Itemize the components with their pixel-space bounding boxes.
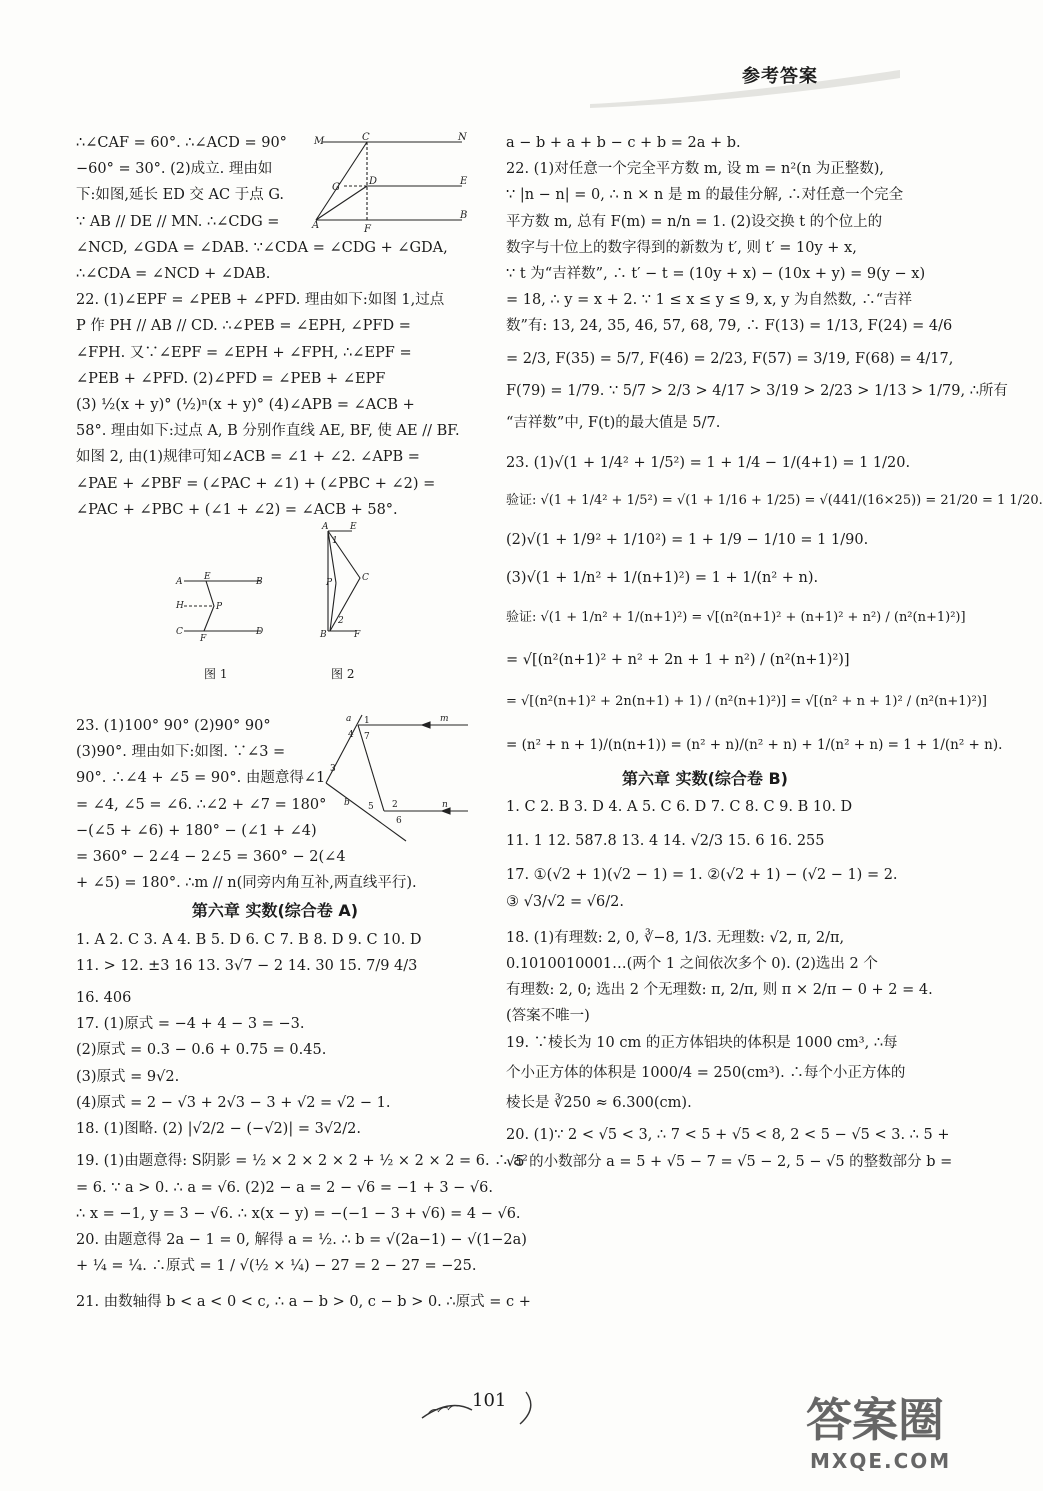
text-line: P 作 PH // AB // CD. ∴∠PEB = ∠EPH, ∠PFD = — [76, 318, 411, 335]
text-line: = 18, ∴ y = x + 2. ∵ 1 ≤ x ≤ y ≤ 9, x, y 为自然数, ∴“吉祥 — [506, 292, 913, 309]
text-line: + ∠5) = 180°. ∴m // n(同旁内角互补,两直线平行). — [76, 875, 417, 892]
svg-text:A: A — [322, 522, 329, 533]
figures-row — [76, 523, 474, 713]
text-line: (3)√(1 + 1/n² + 1/(n+1)²) = 1 + 1/(n² + n). — [506, 569, 819, 586]
text-line: 验证: √(1 + 1/n² + 1/(n+1)²) = √[(n²(n+1)² + (n+1)² + n²) / (n²(n+1)²)] — [506, 610, 966, 626]
text-line: 17. ①(√2 + 1)(√2 − 1) = 1. ②(√2 + 1) − (√2 − 1) = 2. — [506, 867, 898, 884]
text-line: 如图 2, 由(1)规律可知∠ACB = ∠1 + ∠2. ∠APB = — [76, 449, 420, 466]
figure-1-caption: 图 1 — [204, 667, 228, 682]
text-line: ③ √3/√2 = √6/2. — [506, 893, 624, 910]
text-line: 数”有: 13, 24, 35, 46, 57, 68, 79, ∴ F(13) = 1/13, F(24) = 4/6 — [506, 318, 953, 335]
text-line: √5 的小数部分 a = 5 + √5 − 7 = √5 − 2, 5 − √5 的整数部分 b = — [506, 1153, 953, 1170]
watermark-logo — [800, 1378, 990, 1478]
header-title: 参考答案 — [742, 66, 818, 87]
text-line: (2)原式 = 0.3 − 0.6 + 0.75 = 0.45. — [76, 1042, 327, 1059]
page-number: 101 — [472, 1390, 507, 1411]
text-line: ∠NCD, ∠GDA = ∠DAB. ∵∠CDA = ∠CDG + ∠GDA, — [76, 239, 448, 256]
svg-text:N: N — [458, 132, 467, 143]
text-line: 16. 406 — [76, 990, 132, 1007]
right-q22-block — [506, 130, 1008, 436]
svg-text:A: A — [312, 220, 320, 231]
text-line: 1. C 2. B 3. D 4. A 5. C 6. D 7. C 8. C 9. B 10. D — [506, 799, 853, 816]
text-line: = ∠4, ∠5 = ∠6. ∴∠2 + ∠7 = 180° — [76, 796, 327, 813]
left-q22-block — [76, 287, 474, 523]
text-line: ∠PAE + ∠PBF = (∠PAC + ∠1) + (∠PBC + ∠2) = — [76, 475, 436, 492]
svg-text:C: C — [176, 627, 183, 638]
text-line: ∴ x = −1, y = 3 − √6. ∴ x(x − y) = −(−1 − 3 + √6) = 4 − √6. — [76, 1205, 521, 1222]
text-line: ∴∠CDA = ∠NCD + ∠DAB. — [76, 266, 271, 283]
text-line: + ¼ = ¼. ∴原式 = 1 / √(½ × ¼) − 27 = 2 − 27 = −25. — [76, 1258, 477, 1275]
text-line: 22. (1)对任意一个完全平方数 m, 设 m = n²(n 为正整数), — [506, 161, 885, 178]
text-line: 18. (1)有理数: 2, 0, ∛−8, 1/3. 无理数: √2, π, 2/π, — [506, 929, 845, 946]
text-line: 18. (1)图略. (2) |√2/2 − (−√2)| = 3√2/2. — [76, 1121, 361, 1138]
text-line: 21. 由数轴得 b < a < 0 < c, ∴ a − b > 0, c − b > 0. ∴原式 = c + — [76, 1294, 531, 1311]
text-line: 验证: √(1 + 1/4² + 1/5²) = √(1 + 1/16 + 1/25) = √(441/(16×25)) = 21/20 = 1 1/20. — [506, 493, 1043, 509]
svg-text:E: E — [460, 176, 468, 187]
text-line: ∵ |n − n| = 0, ∴ n × n 是 m 的最佳分解, ∴对任意一个完全 — [506, 187, 904, 204]
svg-text:P: P — [326, 578, 333, 589]
figure-2-caption: 图 2 — [331, 667, 355, 682]
text-line: ∴∠CAF = 60°. ∴∠ACD = 90° — [76, 135, 287, 151]
text-line: 19. (1)由题意得: S阴影 = ½ × 2 × 2 × 2 + ½ × 2 × 2 = 6. ∴ a² — [76, 1153, 528, 1170]
svg-text:B: B — [460, 210, 468, 221]
left-chapter-a-answers — [76, 927, 531, 1316]
text-line: ∠PAC + ∠PBC + (∠1 + ∠2) = ∠ACB + 58°. — [76, 501, 398, 518]
text-line: (答案不唯一) — [506, 1008, 590, 1025]
svg-text:E: E — [350, 522, 357, 533]
svg-text:n: n — [442, 800, 448, 811]
text-line: 20. 由题意得 2a − 1 = 0, 解得 a = ½. ∴ b = √(2a−1) − √(1−2a) — [76, 1231, 527, 1248]
text-line: (3) ½(x + y)° (½)ⁿ(x + y)° (4)∠APB = ∠ACB + — [76, 397, 415, 414]
svg-text:2: 2 — [392, 800, 398, 811]
text-line: (3)90°. 理由如下:如图. ∵∠3 = — [76, 744, 286, 761]
svg-text:A: A — [176, 577, 183, 588]
left-q23-block — [76, 713, 474, 896]
text-line: 1. A 2. C 3. A 4. B 5. D 6. C 7. B 8. D 9. C 10. D — [76, 931, 422, 948]
text-line: ∵ AB // DE // MN. ∴∠CDG = — [76, 213, 280, 230]
chapter-heading-b: 第六章 实数(综合卷 B) — [622, 768, 788, 788]
svg-text:4: 4 — [348, 730, 354, 741]
text-line: (4)原式 = 2 − √3 + 2√3 − 3 + √2 = √2 − 1. — [76, 1094, 391, 1111]
text-line: 22. (1)∠EPF = ∠PEB + ∠PFD. 理由如下:如图 1,过点 — [76, 292, 445, 309]
svg-text:P: P — [216, 602, 223, 613]
text-line: 17. (1)原式 = −4 + 4 − 3 = −3. — [76, 1016, 305, 1033]
text-line: = √[(n²(n+1)² + 2n(n+1) + 1) / (n²(n+1)²)] = √[(n² + n + 1)² / (n²(n+1)²)] — [506, 694, 987, 710]
text-line: −60° = 30°. (2)成立. 理由如 — [76, 161, 273, 178]
chapter-heading-a: 第六章 实数(综合卷 A) — [191, 901, 359, 921]
svg-text:B: B — [320, 630, 327, 641]
right-column — [506, 130, 1043, 1175]
text-line: ∠PEB + ∠PFD. (2)∠PFD = ∠PEB + ∠EPF — [76, 370, 386, 387]
text-line: 58°. 理由如下:过点 A, B 分别作直线 AE, BF, 使 AE // BF. — [76, 423, 460, 440]
text-line: = 6. ∵ a > 0. ∴ a = √6. (2)2 − a = 2 − √6 = −1 + 3 − √6. — [76, 1179, 494, 1196]
text-line: 棱长是 ∛250 ≈ 6.300(cm). — [506, 1095, 692, 1112]
svg-text:C: C — [362, 132, 370, 143]
svg-text:E: E — [204, 572, 211, 583]
svg-text:G: G — [332, 182, 340, 193]
watermark-big-text: 答案圈 — [806, 1393, 944, 1447]
text-line: 个小正方体的体积是 1000/4 = 250(cm³). ∴每个小正方体的 — [506, 1064, 906, 1081]
svg-text:C: C — [362, 573, 369, 584]
text-line: ∠FPH. 又∵∠EPF = ∠EPH + ∠FPH, ∴∠EPF = — [76, 344, 412, 361]
svg-text:D: D — [256, 627, 264, 638]
right-q23-block — [506, 450, 1043, 758]
parallel-lines-figure — [312, 132, 472, 235]
text-line: = 2/3, F(35) = 5/7, F(46) = 2/23, F(57) = 3/19, F(68) = 4/17, — [506, 350, 954, 367]
text-line: “吉祥数”中, F(t)的最大值是 5/7. — [506, 415, 721, 432]
text-line: 20. (1)∵ 2 < √5 < 3, ∴ 7 < 5 + √5 < 8, 2 < 5 − √5 < 3. ∴ 5 + — [506, 1127, 950, 1144]
text-line: 23. (1)√(1 + 1/4² + 1/5²) = 1 + 1/4 − 1/(4+1) = 1 1/20. — [506, 455, 911, 472]
text-line: 11. > 12. ±3 16 13. 3√7 − 2 14. 30 15. 7/9 4/3 — [76, 957, 418, 974]
text-line: 数字与十位上的数字得到的新数为 t′, 则 t′ = 10y + x, — [506, 239, 857, 256]
left-top-block — [76, 130, 474, 287]
text-line: (2)√(1 + 1/9² + 1/10²) = 1 + 1/9 − 1/10 = 1 1/90. — [506, 531, 869, 548]
figure-1 — [176, 571, 266, 645]
svg-text:5: 5 — [368, 802, 374, 813]
mirror-reflection-figure — [322, 713, 472, 843]
text-line: = √[(n²(n+1)² + n² + 2n + 1 + n²) / (n²(n+1)²)] — [506, 652, 850, 669]
svg-text:H: H — [176, 601, 184, 612]
text-line: = (n² + n + 1)/(n(n+1)) = (n² + n)/(n² + n) + 1/(n² + n) = 1 + 1/(n² + n). — [506, 736, 1003, 753]
text-line: 有理数: 2, 0; 选出 2 个无理数: π, 2/π, 则 π × 2/π − 0 + 2 = 4. — [506, 982, 933, 999]
svg-text:B: B — [256, 577, 263, 588]
text-line: 23. (1)100° 90° (2)90° 90° — [76, 718, 271, 735]
svg-text:7: 7 — [364, 732, 370, 743]
text-line: ∵ t 为“吉祥数”, ∴ t′ − t = (10y + x) − (10x + y) = 9(y − x) — [506, 266, 926, 283]
svg-text:M: M — [314, 136, 325, 147]
svg-text:1: 1 — [364, 716, 370, 727]
figure-2 — [316, 523, 386, 643]
svg-text:2: 2 — [338, 616, 344, 627]
text-line: 平方数 m, 总有 F(m) = n/n = 1. (2)设交换 t 的个位上的 — [506, 213, 883, 230]
text-line: −(∠5 + ∠6) + 180° − (∠1 + ∠4) — [76, 822, 317, 839]
text-line: F(79) = 1/79. ∵ 5/7 > 2/3 > 4/17 > 3/19 > 2/23 > 1/13 > 1/79, ∴所有 — [506, 382, 1008, 399]
svg-text:F: F — [364, 224, 371, 235]
text-line: (3)原式 = 9√2. — [76, 1068, 180, 1085]
text-line: 0.1010010001…(两个 1 之间依次多个 0). (2)选出 2 个 — [506, 956, 878, 973]
svg-text:m: m — [440, 714, 449, 725]
text-line: = 360° − 2∠4 − 2∠5 = 360° − 2(∠4 — [76, 849, 346, 866]
text-line: 下:如图,延长 ED 交 AC 于点 G. — [76, 187, 284, 204]
watermark-small-text: MXQE.COM — [810, 1449, 952, 1473]
svg-text:F: F — [200, 634, 207, 645]
text-line: a − b + a + b − c + b = 2a + b. — [506, 135, 741, 151]
svg-text:F: F — [354, 630, 361, 641]
left-column — [76, 130, 531, 1316]
text-line: 11. 1 12. 587.8 13. 4 14. √2/3 15. 6 16. 255 — [506, 833, 825, 850]
svg-text:a: a — [346, 714, 352, 725]
svg-text:1: 1 — [332, 536, 338, 547]
svg-text:b: b — [344, 798, 350, 809]
text-line: 19. ∵棱长为 10 cm 的正方体铝块的体积是 1000 cm³, ∴每 — [506, 1034, 898, 1051]
svg-text:D: D — [369, 176, 378, 187]
svg-text:3: 3 — [330, 764, 336, 775]
right-chapter-b-answers — [506, 794, 953, 1175]
svg-text:6: 6 — [396, 816, 402, 827]
text-line: 90°. ∴∠4 + ∠5 = 90°. 由题意得∠1 — [76, 770, 326, 787]
